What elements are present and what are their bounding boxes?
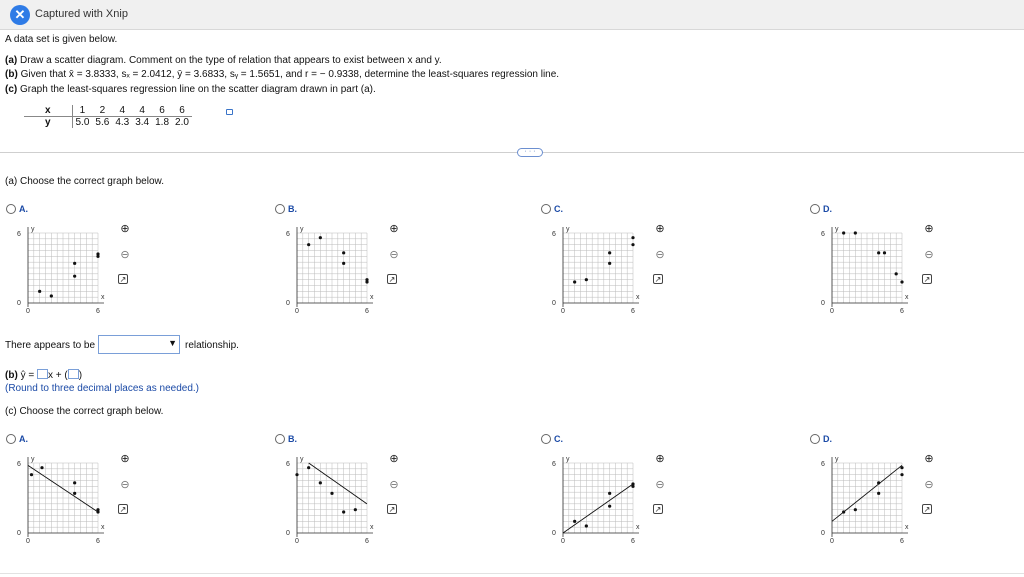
option-label: B. [288, 434, 297, 444]
graph-svg [16, 221, 126, 319]
table-row-x [24, 105, 192, 117]
option-a-part-a[interactable] [6, 204, 28, 214]
data-point [342, 262, 345, 265]
table-cell: 5.6 [95, 117, 110, 128]
scatter-graph [551, 221, 661, 319]
table-cell: 1.8 [155, 117, 170, 128]
scatter-graph [820, 451, 930, 549]
option-c-part-a[interactable] [541, 204, 563, 214]
x-axis-label: x [370, 294, 374, 301]
answer-b-label: (b) [5, 370, 18, 381]
x-axis-label: x [636, 294, 640, 301]
y-tick-label: 6 [17, 461, 21, 468]
data-point [631, 485, 634, 488]
zoom-out-icon[interactable]: ⊖ [120, 479, 130, 491]
x-axis-label: x [636, 524, 640, 531]
data-point [73, 492, 76, 495]
table-cell: 4 [112, 105, 132, 117]
part-a-instruction [5, 55, 442, 66]
part-c-text: Graph the least-squares regression line on the scatter diagram drawn in part (a). [20, 84, 376, 95]
data-point [73, 262, 76, 265]
y-axis-label: y [300, 456, 304, 463]
part-b-instruction [5, 69, 559, 80]
table-cell: 1 [72, 105, 92, 117]
radio-button[interactable] [541, 204, 551, 214]
y-zero-label: 0 [552, 300, 556, 307]
answer-b-equation: (b) ŷ = x + ( ) [5, 370, 83, 381]
external-link-icon[interactable]: ↗ [923, 275, 931, 284]
option-c-part-c[interactable] [541, 434, 563, 444]
data-point [307, 243, 310, 246]
data-point [900, 473, 903, 476]
y-axis-label: y [566, 226, 570, 233]
scatter-graph [16, 451, 126, 549]
y-axis-label: y [835, 226, 839, 233]
option-d-part-a[interactable] [810, 204, 832, 214]
relation-dropdown[interactable] [98, 335, 180, 354]
title-bar [0, 0, 1024, 30]
data-point [877, 481, 880, 484]
data-point [585, 524, 588, 527]
external-link-icon[interactable]: ↗ [119, 505, 127, 514]
section-divider [0, 152, 1024, 153]
x-axis-label: x [905, 294, 909, 301]
data-point [342, 510, 345, 513]
x-tick-label: 6 [96, 308, 100, 315]
data-table [24, 105, 192, 128]
option-d-part-c[interactable] [810, 434, 832, 444]
radio-button[interactable] [810, 434, 820, 444]
data-point [342, 251, 345, 254]
data-point [96, 255, 99, 258]
external-link-icon[interactable]: ↗ [388, 275, 396, 284]
radio-button[interactable] [6, 204, 16, 214]
part-c-instruction [5, 84, 376, 95]
zoom-out-icon[interactable]: ⊖ [655, 479, 665, 491]
part-c-label: (c) [5, 84, 18, 95]
y-tick-label: 6 [821, 461, 825, 468]
zoom-in-icon[interactable]: ⊕ [389, 223, 399, 235]
x-zero-label: 0 [295, 538, 299, 545]
data-point [50, 294, 53, 297]
part-a-text: Draw a scatter diagram. Comment on the type of relation that appears to exist between x and y. [20, 55, 442, 66]
more-button[interactable]: · · · [517, 148, 543, 157]
y-axis-label: y [31, 226, 35, 233]
scatter-graph [551, 451, 661, 549]
y-tick-label: 6 [17, 231, 21, 238]
x-zero-label: 0 [561, 308, 565, 315]
scatter-graph [285, 451, 395, 549]
option-label: B. [288, 204, 297, 214]
x-zero-label: 0 [830, 538, 834, 545]
data-point [900, 280, 903, 283]
option-b-part-a[interactable] [275, 204, 297, 214]
zoom-in-icon[interactable]: ⊕ [120, 223, 130, 235]
zoom-in-icon[interactable]: ⊕ [924, 453, 934, 465]
data-point [319, 481, 322, 484]
data-point [354, 508, 357, 511]
graph-svg [551, 451, 661, 549]
table-cell: 5.0 [75, 117, 90, 128]
y-zero-label: 0 [286, 300, 290, 307]
scatter-graph [16, 221, 126, 319]
y-tick-label: 6 [286, 461, 290, 468]
zoom-out-icon[interactable]: ⊖ [389, 479, 399, 491]
data-point [895, 272, 898, 275]
radio-button[interactable] [275, 204, 285, 214]
xnip-logo-icon: ✕ [10, 5, 30, 25]
x-tick-label: 6 [631, 538, 635, 545]
relation-prefix: There appears to be [5, 340, 96, 351]
table-cell: 4 [132, 105, 152, 117]
window-title: Captured with Xnip [35, 8, 128, 20]
y-zero-label: 0 [821, 530, 825, 537]
y-zero-label: 0 [821, 300, 825, 307]
table-cell: 6 [152, 105, 172, 117]
table-cell: 3.4 [135, 117, 150, 128]
option-label: A. [19, 204, 28, 214]
x-tick-label: 6 [96, 538, 100, 545]
table-header-y: y [24, 117, 72, 129]
zoom-in-icon[interactable]: ⊕ [655, 223, 665, 235]
y-tick-label: 6 [821, 231, 825, 238]
x-axis-label: x [905, 524, 909, 531]
data-point [631, 243, 634, 246]
external-link-icon[interactable]: ↗ [388, 505, 396, 514]
slope-input[interactable] [37, 369, 48, 379]
radio-button[interactable] [6, 434, 16, 444]
external-link-icon[interactable]: ↗ [654, 275, 662, 284]
y-axis-label: y [300, 226, 304, 233]
data-point [307, 466, 310, 469]
y-zero-label: 0 [17, 530, 21, 537]
x-tick-label: 6 [900, 308, 904, 315]
chevron-down-icon: ▼ [168, 338, 177, 348]
part-b-text: Given that x̄ = 3.8333, sₓ = 2.0412, ȳ = 3.6833, sᵧ = 1.5651, and r = − 0.9338, determine the least-squares regression line. [20, 69, 560, 80]
table-cell: 2.0 [175, 117, 189, 128]
data-point [883, 251, 886, 254]
y-axis-label: y [835, 456, 839, 463]
zoom-in-icon[interactable]: ⊕ [389, 453, 399, 465]
option-label: A. [19, 434, 28, 444]
data-point [877, 251, 880, 254]
data-point [842, 231, 845, 234]
data-point [73, 481, 76, 484]
option-label: C. [554, 204, 563, 214]
y-axis-label: y [566, 456, 570, 463]
x-zero-label: 0 [830, 308, 834, 315]
data-point [319, 236, 322, 239]
table-cell: 4.3 [115, 117, 130, 128]
scatter-graph [820, 221, 930, 319]
y-tick-label: 6 [552, 461, 556, 468]
footer-divider [0, 573, 1024, 574]
graph-svg [820, 451, 930, 549]
yhat-label: ŷ = [20, 370, 35, 381]
x-zero-label: 0 [295, 308, 299, 315]
zoom-out-icon[interactable]: ⊖ [389, 249, 399, 261]
data-point [877, 492, 880, 495]
x-zero-label: 0 [26, 308, 30, 315]
graph-svg [551, 221, 661, 319]
intercept-input[interactable] [68, 369, 79, 379]
data-point [30, 473, 33, 476]
data-point [573, 280, 576, 283]
zoom-out-icon[interactable]: ⊖ [120, 249, 130, 261]
data-point [631, 236, 634, 239]
zoom-in-icon[interactable]: ⊕ [924, 223, 934, 235]
data-point [295, 473, 298, 476]
x-axis-label: x [370, 524, 374, 531]
option-a-part-c[interactable] [6, 434, 28, 444]
data-point [608, 505, 611, 508]
data-point [854, 231, 857, 234]
data-point [73, 275, 76, 278]
data-point [330, 492, 333, 495]
scatter-graph [285, 221, 395, 319]
data-point [842, 510, 845, 513]
radio-button[interactable] [275, 434, 285, 444]
data-point [900, 466, 903, 469]
data-point [40, 466, 43, 469]
zoom-in-icon[interactable]: ⊕ [655, 453, 665, 465]
external-link-icon[interactable]: ↗ [654, 505, 662, 514]
x-zero-label: 0 [561, 538, 565, 545]
zoom-out-icon[interactable]: ⊖ [924, 249, 934, 261]
y-zero-label: 0 [17, 300, 21, 307]
problem-intro: A data set is given below. [5, 34, 118, 45]
radio-button[interactable] [541, 434, 551, 444]
relation-suffix: relationship. [185, 340, 239, 351]
zoom-out-icon[interactable]: ⊖ [655, 249, 665, 261]
x-axis-label: x [101, 524, 105, 531]
data-point [608, 492, 611, 495]
data-point [854, 508, 857, 511]
option-label: D. [823, 204, 832, 214]
data-point [573, 520, 576, 523]
data-point [365, 278, 368, 281]
option-label: D. [823, 434, 832, 444]
graph-svg [285, 451, 395, 549]
graph-svg [16, 451, 126, 549]
x-tick-label: 6 [365, 538, 369, 545]
rounding-note: (Round to three decimal places as needed.) [5, 383, 200, 394]
x-tick-label: 6 [631, 308, 635, 315]
part-b-label: (b) [5, 69, 18, 80]
x-axis-label: x [101, 294, 105, 301]
table-header-x: x [24, 105, 72, 117]
external-link-icon[interactable]: ↗ [923, 505, 931, 514]
section-a-prompt: (a) Choose the correct graph below. [5, 176, 164, 187]
y-zero-label: 0 [552, 530, 556, 537]
y-axis-label: y [31, 456, 35, 463]
table-cell: 2 [92, 105, 112, 117]
table-cell: 6 [172, 105, 192, 117]
x-tick-label: 6 [365, 308, 369, 315]
x-plus-label: x + [47, 370, 62, 381]
data-point [608, 262, 611, 265]
section-c-prompt: (c) Choose the correct graph below. [5, 406, 164, 417]
copy-table-icon[interactable] [226, 109, 233, 115]
data-point [608, 251, 611, 254]
zoom-out-icon[interactable]: ⊖ [924, 479, 934, 491]
part-a-label: (a) [5, 55, 18, 66]
option-label: C. [554, 434, 563, 444]
option-b-part-c[interactable] [275, 434, 297, 444]
y-tick-label: 6 [286, 231, 290, 238]
graph-svg [820, 221, 930, 319]
radio-button[interactable] [810, 204, 820, 214]
x-tick-label: 6 [900, 538, 904, 545]
data-point [585, 278, 588, 281]
graph-svg [285, 221, 395, 319]
data-point [38, 290, 41, 293]
external-link-icon[interactable]: ↗ [119, 275, 127, 284]
y-tick-label: 6 [552, 231, 556, 238]
data-point [96, 508, 99, 511]
table-row-y [24, 117, 192, 129]
zoom-in-icon[interactable]: ⊕ [120, 453, 130, 465]
x-zero-label: 0 [26, 538, 30, 545]
y-zero-label: 0 [286, 530, 290, 537]
